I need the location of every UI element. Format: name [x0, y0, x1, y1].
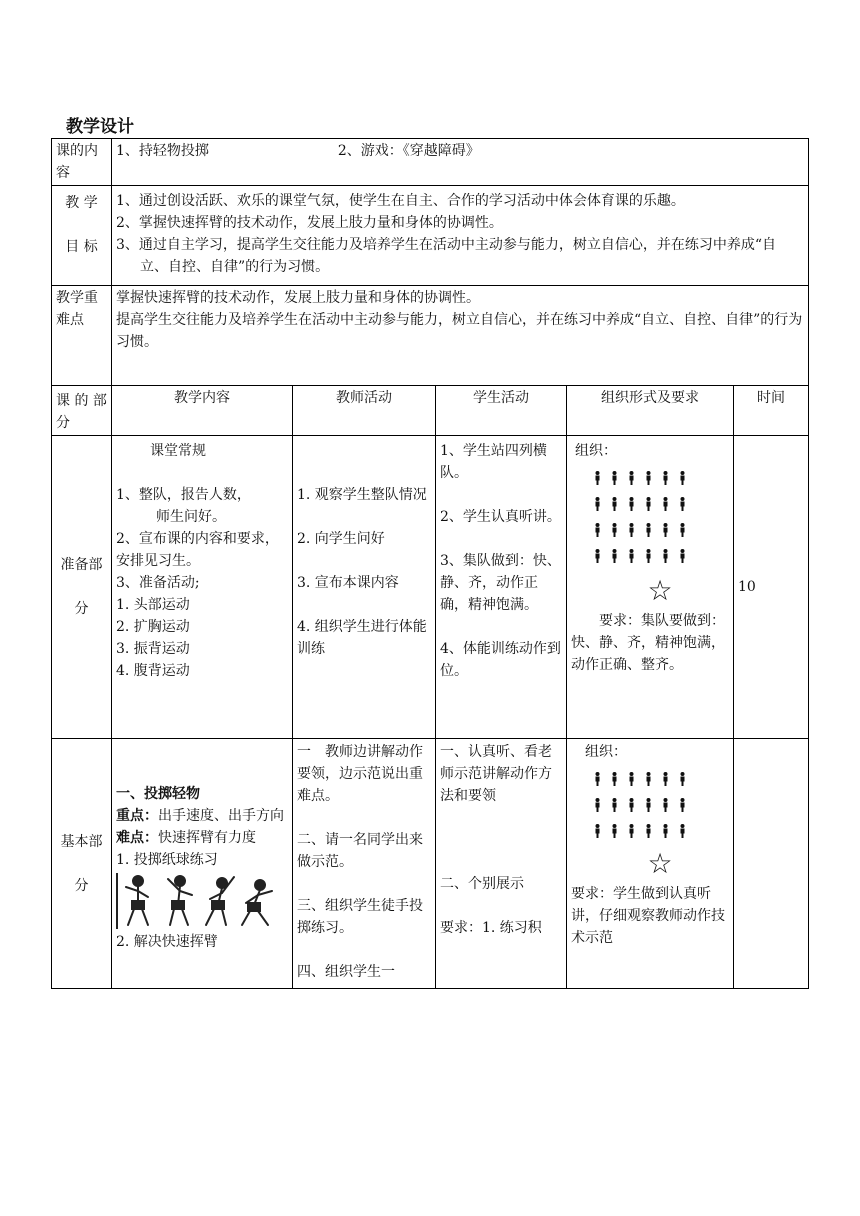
student-figure-icon — [608, 470, 621, 492]
header-teacher: 教师活动 — [293, 386, 436, 436]
prep-time: 10 — [734, 436, 809, 739]
goal-2: 2、掌握快速挥臂的技术动作，发展上肢力量和身体的协调性。 — [116, 215, 503, 231]
student-figure-icon — [608, 548, 621, 570]
student-figure-icon — [625, 548, 638, 570]
student-figure-icon — [659, 522, 672, 544]
prep-content-l1b: 师生问好。 — [156, 509, 226, 525]
prep-content — [112, 436, 293, 739]
prep-student-s1: 1、学生站四列横队。 — [440, 443, 547, 481]
prep-teacher-t3: 3. 宣布本课内容 — [297, 575, 399, 591]
prep-part: 准备部分 — [52, 436, 112, 739]
basic-diff-label: 难点： — [116, 830, 158, 846]
student-figure-icon — [676, 797, 689, 819]
basic-ex2: 2. 解决快速挥臂 — [116, 934, 218, 950]
formation-row — [591, 823, 729, 845]
formation-row — [591, 548, 729, 570]
student-figure-icon — [659, 496, 672, 518]
header-row — [52, 386, 809, 436]
prep-content-l3: 3、准备活动; — [116, 575, 200, 591]
prep-content-l2: 2、宣布课的内容和要求，安排见习生。 — [116, 531, 279, 569]
formation-row — [591, 797, 729, 819]
prep-student-s3: 3、集队做到：快、静、齐，动作正确，精神饱满。 — [440, 553, 561, 613]
content-row — [52, 139, 809, 186]
content-label: 课的内容 — [52, 139, 112, 186]
student-figure-icon — [642, 496, 655, 518]
basic-ex1: 1. 投掷纸球练习 — [116, 852, 218, 868]
student-figure-icon — [676, 823, 689, 845]
student-figure-icon — [642, 548, 655, 570]
prep-content-l5: 2. 扩胸运动 — [116, 619, 190, 635]
student-figure-icon — [625, 797, 638, 819]
basic-teacher-t3: 三、组织学生徒手投掷练习。 — [297, 898, 423, 936]
prep-teacher-t2: 2. 向学生问好 — [297, 531, 385, 547]
key-label: 教学重难点 — [52, 286, 112, 386]
basic-teacher-t4: 四、组织学生一 — [297, 964, 395, 980]
header-part: 课 的 部 分 — [52, 386, 112, 436]
student-figure-icon — [642, 522, 655, 544]
key-point-1: 掌握快速挥臂的技术动作，发展上肢力量和身体的协调性。 — [116, 290, 480, 306]
basic-teacher-t1: 一 教师边讲解动作要领，边示范说出重难点。 — [297, 744, 423, 804]
key-point-2: 提高学生交往能力及培养学生在活动中主动参与能力，树立自信心，并在练习中养成“自立、自控、自律”的行为习惯。 — [116, 312, 803, 350]
basic-formation — [591, 771, 729, 845]
student-figure-icon — [659, 548, 672, 570]
formation-row — [591, 522, 729, 544]
prep-student-s4: 4、体能训练动作到位。 — [440, 641, 561, 679]
goals-cell — [112, 186, 809, 286]
student-figure-icon — [591, 797, 604, 819]
content-item-2: 2、游戏：《穿越障碍》 — [337, 143, 480, 159]
prep-student — [436, 436, 567, 739]
student-figure-icon — [676, 771, 689, 793]
prep-content-l1: 1、整队，报告人数， — [116, 487, 251, 503]
prep-content-l4: 1. 头部运动 — [116, 597, 190, 613]
student-figure-icon — [591, 496, 604, 518]
basic-student-s2: 二、个别展示 — [440, 876, 524, 892]
student-figure-icon — [591, 548, 604, 570]
prep-teacher-t4: 4. 组织学生进行体能训练 — [297, 619, 427, 657]
prep-teacher-t1: 1. 观察学生整队情况 — [297, 487, 427, 503]
header-content: 教学内容 — [112, 386, 293, 436]
student-figure-icon — [642, 797, 655, 819]
star-icon: ☆ — [647, 847, 673, 880]
student-figure-icon — [642, 771, 655, 793]
student-figure-icon — [676, 470, 689, 492]
prep-org — [567, 436, 734, 739]
header-time: 时间 — [734, 386, 809, 436]
formation-row — [591, 470, 729, 492]
key-row — [52, 286, 809, 386]
basic-part: 基本部分 — [52, 739, 112, 989]
goals-label-top: 教 学 — [65, 195, 98, 211]
prep-org-label: 组织： — [575, 443, 617, 459]
student-figure-icon — [591, 823, 604, 845]
student-figure-icon — [608, 522, 621, 544]
student-figure-icon — [608, 823, 621, 845]
student-figure-icon — [608, 496, 621, 518]
basic-teacher-t2: 二、请一名同学出来做示范。 — [297, 832, 423, 870]
header-student: 学生活动 — [436, 386, 567, 436]
student-figure-icon — [642, 470, 655, 492]
basic-row — [52, 739, 809, 989]
prep-teacher — [293, 436, 436, 739]
student-figure-icon — [625, 496, 638, 518]
student-figure-icon — [676, 522, 689, 544]
student-figure-icon — [676, 548, 689, 570]
content-cell — [112, 139, 809, 186]
formation-row — [591, 496, 729, 518]
prep-content-title: 课堂常规 — [150, 443, 206, 459]
student-figure-icon — [676, 496, 689, 518]
student-figure-icon — [608, 797, 621, 819]
basic-heading: 一、投掷轻物 — [116, 786, 200, 802]
basic-student — [436, 739, 567, 989]
key-cell — [112, 286, 809, 386]
prep-content-l7: 4. 腹背运动 — [116, 663, 190, 679]
student-figure-icon — [625, 470, 638, 492]
student-figure-icon — [659, 470, 672, 492]
basic-diff-text: 快速挥臂有力度 — [158, 830, 256, 846]
content-item-1: 1、持轻物投掷 — [116, 143, 209, 159]
throwing-illustration — [116, 873, 280, 929]
student-figure-icon — [591, 771, 604, 793]
basic-key — [116, 805, 288, 827]
basic-student-s3: 要求：1. 练习积 — [440, 920, 542, 936]
student-figure-icon — [625, 522, 638, 544]
student-figure-icon — [659, 797, 672, 819]
student-figure-icon — [591, 470, 604, 492]
basic-student-s1: 一、认真听、看老师示范讲解动作方法和要领 — [440, 744, 552, 804]
goal-3: 3、通过自主学习，提高学生交往能力及培养学生在活动中主动参与能力，树立自信心，并在练习中养成“自立、自控、自律”的行为习惯。 — [116, 237, 777, 275]
basic-time — [734, 739, 809, 989]
student-figure-icon — [659, 823, 672, 845]
student-figure-icon — [659, 771, 672, 793]
header-org: 组织形式及要求 — [567, 386, 734, 436]
student-figure-icon — [642, 823, 655, 845]
basic-key-text: 出手速度、出手方向 — [158, 808, 284, 824]
prep-student-s2: 2、学生认真听讲。 — [440, 509, 561, 525]
star-icon: ☆ — [647, 574, 673, 607]
goals-label — [52, 186, 112, 286]
basic-org — [567, 739, 734, 989]
formation-row — [591, 771, 729, 793]
goals-label-bottom: 目 标 — [65, 239, 98, 255]
lesson-plan-table — [51, 138, 809, 989]
goals-row — [52, 186, 809, 286]
student-figure-icon — [608, 771, 621, 793]
prep-row — [52, 436, 809, 739]
basic-org-req: 要求：学生做到认真听讲，仔细观察教师动作技术示范 — [571, 886, 725, 946]
student-figure-icon — [625, 771, 638, 793]
prep-content-l6: 3. 振背运动 — [116, 641, 190, 657]
goal-1: 1、通过创设活跃、欢乐的课堂气氛，使学生在自主、合作的学习活动中体会体育课的乐趣。 — [116, 193, 685, 209]
basic-org-label: 组织： — [585, 744, 627, 760]
basic-key-label: 重点： — [116, 808, 158, 824]
basic-teacher — [293, 739, 436, 989]
student-figure-icon — [591, 522, 604, 544]
prep-formation — [591, 470, 729, 570]
prep-org-req: 要求：集队要做到：快、静、齐，精神饱满，动作正确、整齐。 — [571, 613, 725, 673]
basic-content — [112, 739, 293, 989]
student-figure-icon — [625, 823, 638, 845]
page-title: 教学设计 — [66, 117, 134, 137]
basic-diff — [116, 827, 288, 849]
